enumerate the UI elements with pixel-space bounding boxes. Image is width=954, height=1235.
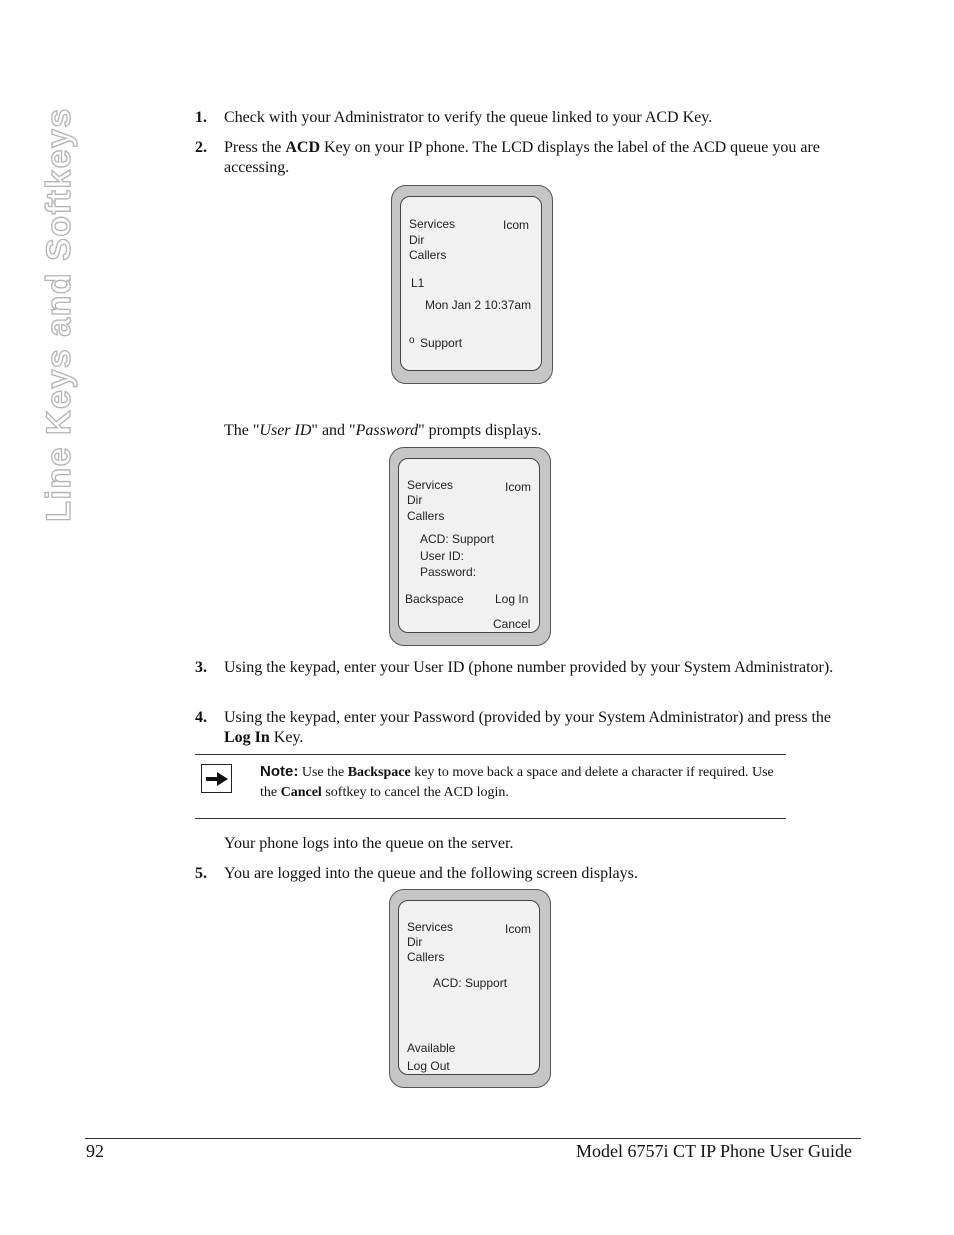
lcd-screen-login bbox=[389, 447, 551, 646]
page-number: 92 bbox=[86, 1141, 104, 1161]
lcd-softkey-icom: Icom bbox=[505, 922, 532, 936]
lcd-acd-indicator-icon: o bbox=[409, 335, 415, 346]
lcd-softkey-dir: Dir bbox=[407, 493, 423, 507]
step-1 bbox=[195, 108, 857, 128]
arrow-right-icon bbox=[201, 764, 232, 793]
lcd-softkey-services: Services bbox=[407, 478, 454, 492]
lcd-display bbox=[398, 900, 540, 1075]
footer-rule bbox=[85, 1138, 861, 1139]
login-key-term: Log In bbox=[224, 729, 270, 746]
step-text: Press the ACD Key on your IP phone. The LCD displays the label of the ACD queue you are accessing. bbox=[224, 139, 820, 176]
lcd-screen-logged-in bbox=[389, 889, 551, 1088]
step-text: Using the keypad, enter your User ID (phone number provided by your System Administrator). bbox=[224, 659, 834, 676]
lcd-queue-label: Support bbox=[420, 336, 463, 350]
note-bottom-rule bbox=[195, 818, 786, 819]
lcd-softkey-backspace: Backspace bbox=[405, 592, 464, 606]
step-3 bbox=[195, 658, 857, 678]
step-text: You are logged into the queue and the following screen displays. bbox=[224, 865, 638, 882]
side-section-title-text: Line Keys and Softkeys bbox=[39, 106, 78, 522]
lcd-acd-queue: ACD: Support bbox=[420, 532, 495, 546]
lcd-softkey-dir: Dir bbox=[409, 233, 425, 247]
lcd-softkey-callers: Callers bbox=[407, 950, 445, 964]
lcd-display bbox=[400, 196, 542, 371]
lcd-softkey-dir: Dir bbox=[407, 935, 423, 949]
step-text: Check with your Administrator to verify the queue linked to your ACD Key. bbox=[224, 109, 713, 126]
lcd-softkey-services: Services bbox=[409, 217, 456, 231]
lcd-softkey-logout: Log Out bbox=[407, 1059, 450, 1073]
logs-into-queue-text: Your phone logs into the queue on the server. bbox=[224, 835, 514, 852]
lcd-userid-prompt: User ID: bbox=[420, 549, 465, 563]
guide-title: Model 6757i CT IP Phone User Guide bbox=[576, 1141, 852, 1161]
lcd-softkey-callers: Callers bbox=[409, 248, 447, 262]
lcd-datetime: Mon Jan 2 10:37am bbox=[425, 298, 532, 312]
note-label: Note: bbox=[260, 763, 299, 780]
lcd-display bbox=[398, 458, 540, 633]
lcd-softkey-icom: Icom bbox=[503, 218, 530, 232]
step-2 bbox=[195, 138, 857, 178]
side-section-title bbox=[36, 108, 82, 520]
step-number: 5. bbox=[195, 865, 207, 882]
step-4 bbox=[195, 708, 857, 748]
lcd-softkey-login: Log In bbox=[495, 592, 529, 606]
lcd-softkey-callers: Callers bbox=[407, 509, 445, 523]
lcd-password-prompt: Password: bbox=[420, 565, 477, 579]
lcd-softkey-icom: Icom bbox=[505, 480, 532, 494]
step-5 bbox=[195, 864, 857, 884]
step-text: Using the keypad, enter your Password (provided by your System Administrator) and press the Log In Key. bbox=[224, 709, 832, 746]
step-number: 1. bbox=[195, 109, 207, 126]
note-top-rule bbox=[195, 754, 786, 755]
step-number: 2. bbox=[195, 139, 207, 156]
note-text: Note: Use the Backspace key to move back a space and delete a character if required. Use the Cancel softkey to cancel the ACD login. bbox=[260, 763, 774, 800]
step-number: 4. bbox=[195, 709, 207, 726]
lcd-line-label: L1 bbox=[411, 276, 425, 290]
lcd-acd-queue: ACD: Support bbox=[433, 976, 508, 990]
lcd-softkey-available: Available bbox=[407, 1041, 456, 1055]
prompt-description: The "User ID" and "Password" prompts displays. bbox=[224, 422, 542, 439]
lcd-softkey-cancel: Cancel bbox=[493, 617, 531, 631]
step-number: 3. bbox=[195, 659, 207, 676]
acd-key-term: ACD bbox=[285, 139, 320, 156]
lcd-softkey-services: Services bbox=[407, 920, 454, 934]
lcd-screen-idle bbox=[391, 185, 553, 384]
